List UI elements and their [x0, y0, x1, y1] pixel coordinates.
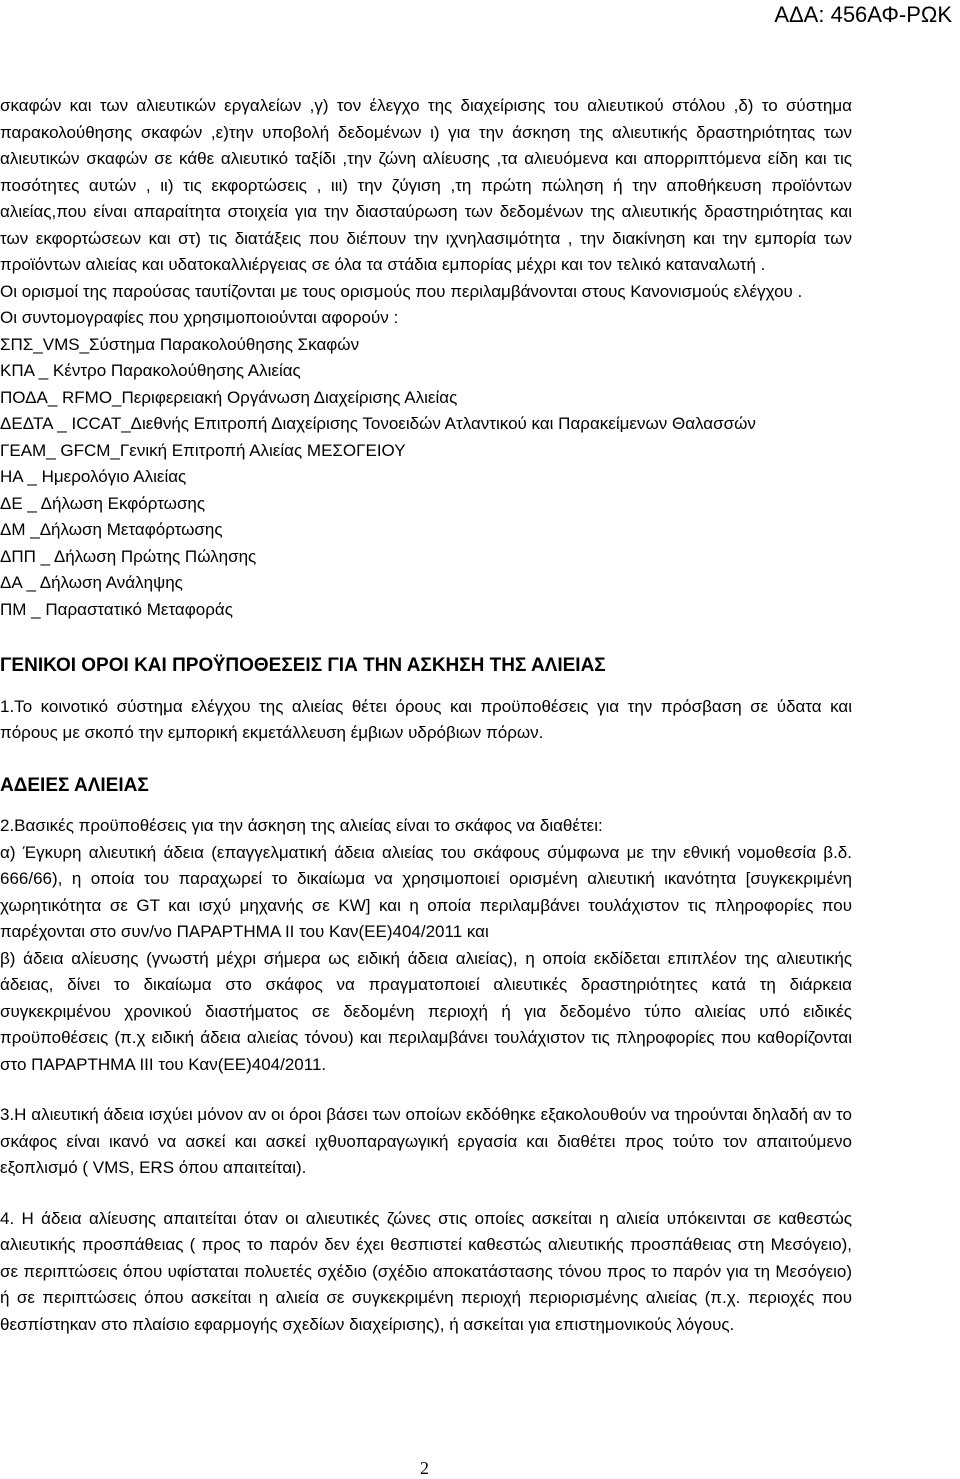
- abbreviation-item: ΓΕΑΜ_ GFCM_Γενική Επιτροπή Αλιείας ΜΕΣΟΓΕΙΟΥ: [0, 440, 406, 460]
- document-body: [0, 93, 852, 1338]
- abbreviation-item: ΠΜ _ Παραστατικό Μεταφοράς: [0, 599, 233, 619]
- abbreviation-item: ΔΕΔΤΑ _ ICCAT_Διεθνής Επιτροπή Διαχείρισης Τονοειδών Ατλαντικού και Παρακείμενων Θαλασσών: [0, 414, 756, 433]
- intro-paragraph-2: Οι ορισμοί της παρούσας ταυτίζονται με τους ορισμούς που περιλαμβάνονται στους Κανονισμούς ελέγχου .: [0, 281, 803, 301]
- ada-code: ΑΔΑ: 456ΑΦ-ΡΩΚ: [774, 2, 952, 27]
- section-heading-general: ΓΕΝΙΚΟΙ ΟΡΟΙ ΚΑΙ ΠΡΟΫΠΟΘΕΣΕΙΣ ΓΙΑ ΤΗΝ ΑΣΚΗΣΗ ΤΗΣ ΑΛΙΕΙΑΣ: [0, 655, 606, 676]
- abbreviation-item: ΔΜ _Δήλωση Μεταφόρτωσης: [0, 520, 223, 539]
- abbreviation-item: ΚΠΑ _ Κέντρο Παρακολούθησης Αλιείας: [0, 361, 301, 380]
- abbreviations-intro: Οι συντομογραφίες που χρησιμοποιούνται αφορούν :: [0, 308, 399, 327]
- paragraph-1: 1.Το κοινοτικό σύστημα ελέγχου της αλιείας θέτει όρους και προϋποθέσεις για την πρόσβαση σε ύδατα και πόρους με σκοπό την εμπορική εκμετάλλευση έμβιων υδρόβιων πόρων.: [0, 696, 852, 742]
- abbreviation-item: ΗΑ _ Ημερολόγιο Αλιείας: [0, 467, 187, 486]
- paragraph-3: 3.Η αλιευτική άδεια ισχύει μόνον αν οι όροι βάσει των οποίων εκδόθηκε εξακολουθούν να τηρούνται δηλαδή αν το σκάφος είναι ικανό να ασκεί και ασκεί ιχθυοπαραγωγική εργασία και διαθέτει προς τούτο τον απαιτούμενο εξοπλισμό ( VMS, ERS όπου απαιτείται).: [0, 1105, 852, 1177]
- abbreviation-item: ΠΟΔΑ_ RFMO_Περιφερειακή Οργάνωση Διαχείρισης Αλιείας: [0, 387, 458, 407]
- paragraph-4: 4. Η άδεια αλίευσης απαιτείται όταν οι αλιευτικές ζώνες στις οποίες ασκείται η αλιεία υπόκεινται σε καθεστώς αλιευτικής προσπάθειας ( προς το παρόν δεν έχει θεσπιστεί καθεστώς αλιευτικής προσπάθειας στη Μεσόγειο), σε περιπτώσεις όπου υφίσταται πολυετές σχέδιο (σχέδιο αποκατάστασης τόνου προς το παρόν για τη Μεσόγειο) ή σε περιπτώσεις όπου ασκείται η αλιεία σε συγκεκριμένη περιοχή περιορισμένης αλιείας (π.χ. περιοχές που θεσπίστηκαν στο πλαίσιο εφαρμογής σχεδίων διαχείρισης), ή ασκείται για επιστημονικούς λόγους.: [0, 1208, 852, 1334]
- page-number: 2: [420, 1458, 429, 1478]
- abbreviation-item: ΔΑ _ Δήλωση Ανάληψης: [0, 573, 183, 592]
- paragraph-2: 2.Βασικές προϋποθέσεις για την άσκηση της αλιείας είναι το σκάφος να διαθέτει:: [0, 816, 603, 835]
- paragraph-2a: α) Έγκυρη αλιευτική άδεια (επαγγελματική άδεια αλιείας του σκάφους σύμφωνα με την εθνική νομοθεσία β.δ. 666/66), η οποία του παραχωρεί το δικαίωμα να χρησιμοποιεί ορισμένη αλιευτική ικανότητα [συγκεκριμένη χωρητικότητα σε GT και ισχύ μηχανής σε KW] και η οποία περιλαμβάνει τουλάχιστον τις πληροφορίες που παρέχονται στο συν/νο ΠΑΡΑΡΤΗΜΑ ΙΙ του Καν(ΕΕ)404/2011 και: [0, 842, 852, 941]
- abbreviation-item: ΔΠΠ _ Δήλωση Πρώτης Πώλησης: [0, 546, 257, 566]
- paragraph-2b: β) άδεια αλίευσης (γνωστή μέχρι σήμερα ως ειδική άδεια αλιείας), η οποία εκδίδεται επιπλέον της αλιευτικής άδειας, δίνει το δικαίωμα στο σκάφος να πραγματοποιεί αλιευτικές δραστηριότητες κατά τη διάρκεια συγκεκριμένου χρονικού διαστήματος σε δεδομένη περιοχή ή για δεδομένο τύπο αλιείας υπό ειδικές προϋποθέσεις (π.χ ειδική άδεια αλιείας τόνου) και περιλαμβάνει τουλάχιστον τις πληροφορίες που καθορίζονται στο ΠΑΡΑΡΤΗΜΑ ΙΙΙ του Καν(ΕΕ)404/2011.: [0, 948, 852, 1074]
- abbreviations-list: [0, 332, 852, 624]
- abbreviation-item: ΣΠΣ_VMS_Σύστημα Παρακολούθησης Σκαφών: [0, 334, 360, 354]
- intro-paragraph-1: σκαφών και των αλιευτικών εργαλείων ,γ) τον έλεγχο της διαχείρισης του αλιευτικού στόλου ,δ) το σύστημα παρακολούθησης σκαφών ,ε)την υποβολή δεδομένων ι) για την άσκηση της αλιευτικής δραστηριότητας των αλιευτικών σκαφών σε κάθε αλιευτικό ταξίδι ,την ζώνη αλίευσης ,τα αλιευόμενα και απορριπτόμενα είδη και τις ποσότητες αυτών , ιι) τις εκφορτώσεις , ιιι) την ζύγιση ,τη πρώτη πώληση ή την αποθήκευση προϊόντων αλιείας,που είναι απαραίτητα στοιχεία για την διασταύρωση των δεδομένων της αλιευτικής δραστηριότητας και των εκφορτώσεων και στ) τις διατάξεις που διέπουν την ιχνηλασιμότητα , την διακίνηση και την εμπορία των προϊόντων αλιείας και υδατοκαλλιέργειας σε όλα τα στάδια εμπορίας μέχρι και τον τελικό καταναλωτή .: [0, 96, 852, 274]
- abbreviation-item: ΔΕ _ Δήλωση Εκφόρτωσης: [0, 493, 206, 513]
- section-heading-licenses: ΑΔΕΙΕΣ ΑΛΙΕΙΑΣ: [0, 774, 149, 796]
